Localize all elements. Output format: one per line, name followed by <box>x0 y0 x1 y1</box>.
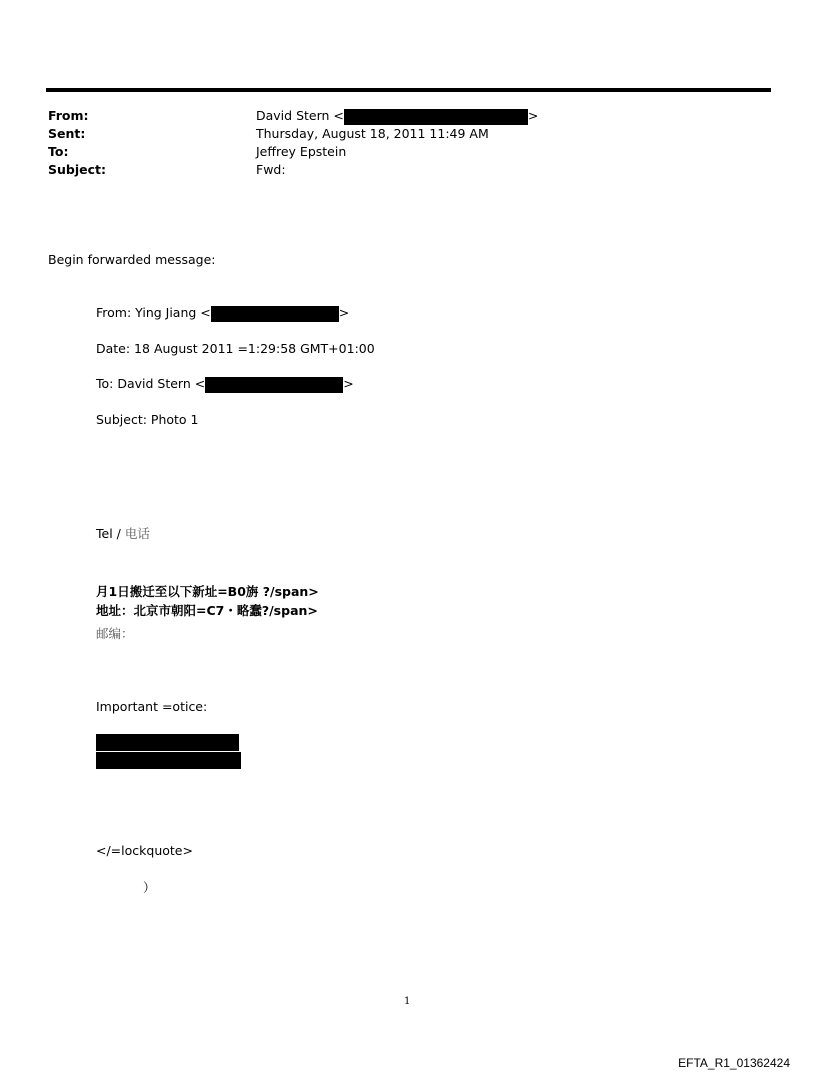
redaction-block <box>211 306 339 322</box>
subject-value: Fwd: <box>256 162 286 177</box>
sent-label: Sent: <box>48 126 86 141</box>
address-line: 地址：北京市朝阳=C7・略蠢?/span> <box>96 603 318 618</box>
fwd-to-line: To: David Stern < > <box>96 376 354 391</box>
closing-paren: ） <box>143 880 156 895</box>
redaction-block <box>96 734 239 751</box>
bates-number: EFTA_R1_01362424 <box>678 1056 790 1070</box>
redaction-block <box>205 377 343 393</box>
to-value: Jeffrey Epstein <box>256 144 347 159</box>
to-label: To: <box>48 144 69 159</box>
forward-intro: Begin forwarded message: <box>48 252 216 267</box>
important-notice-label: Important =otice: <box>96 699 208 714</box>
page-number: 1 <box>404 996 411 1007</box>
redaction-block <box>96 752 241 769</box>
redaction-block <box>344 109 528 125</box>
from-value: David Stern < > <box>256 108 539 123</box>
header-rule <box>46 88 771 92</box>
tel-line: Tel / 电话 <box>96 526 150 541</box>
subject-label: Subject: <box>48 162 106 177</box>
fwd-date-line: Date: 18 August 2011 =1:29:58 GMT+01:00 <box>96 341 375 356</box>
blockquote-close-text: </=lockquote> <box>96 843 193 858</box>
fwd-from-line: From: Ying Jiang < > <box>96 305 350 320</box>
postcode-line: 邮编： <box>96 626 134 641</box>
move-notice-line: 月1日搬迁至以下新址=B0旃 ?/span> <box>96 584 319 599</box>
sent-value: Thursday, August 18, 2011 11:49 AM <box>256 126 489 141</box>
fwd-subject-line: Subject: Photo 1 <box>96 412 199 427</box>
from-label: From: <box>48 108 89 123</box>
